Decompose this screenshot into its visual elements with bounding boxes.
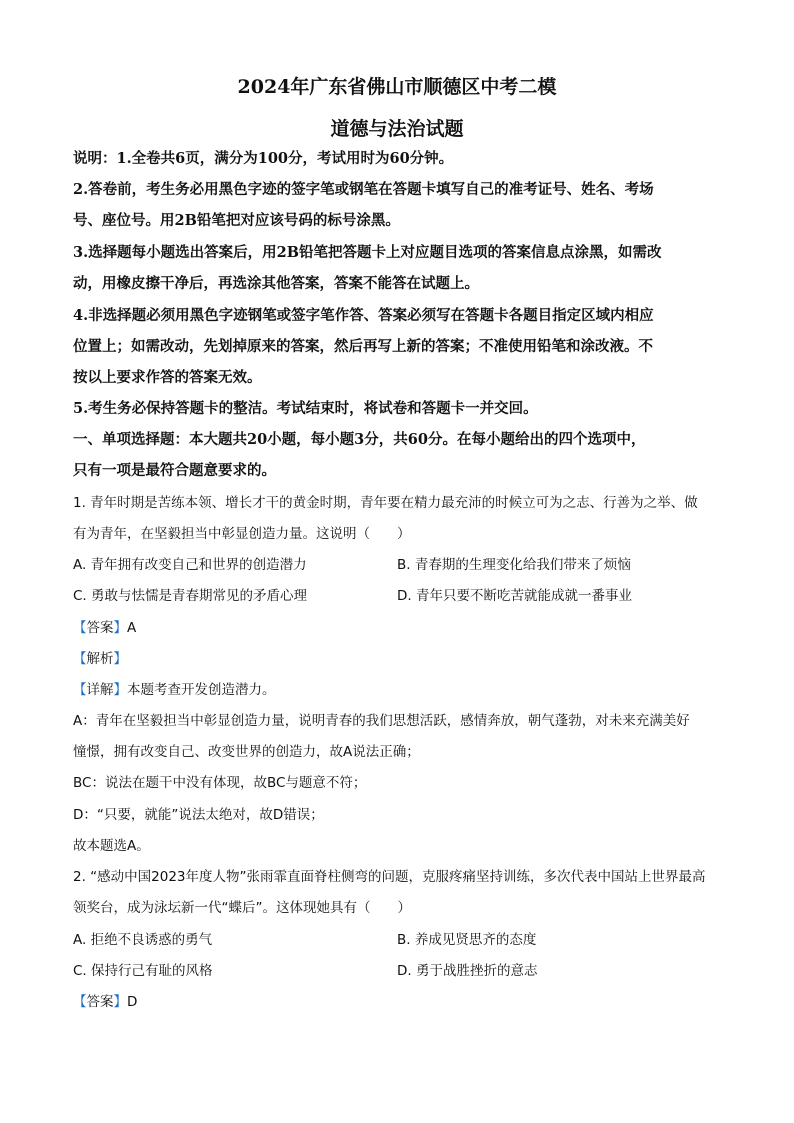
page-title: 2024年广东省佛山市顺德区中考二模 xyxy=(237,76,557,98)
instruction-line: 4.非选择题必须用黑色字迹钢笔或签字笔作答、答案必须写在答题卡各题目指定区域内相应 xyxy=(73,307,654,324)
q2-option-c: C. 保持行己有耻的风格 xyxy=(73,963,213,979)
instruction-line: 号、座位号。用2B铅笔把对应该号码的标号涂黑。 xyxy=(73,212,400,229)
instruction-line: 5.考生务必保持答题卡的整洁。考试结束时，将试卷和答题卡一并交回。 xyxy=(73,400,538,417)
section-heading: 只有一项是最符合题意要求的。 xyxy=(73,462,276,479)
q2-option-b: B. 养成见贤思齐的态度 xyxy=(397,932,537,948)
q1-explanation: A：青年在坚毅担当中彰显创造力量，说明青春的我们思想活跃，感情奔放，朝气蓬勃，对未来充满美好 xyxy=(73,713,690,729)
q1-explanation: 憧憬，拥有改变自己、改变世界的创造力，故A说法正确； xyxy=(73,744,420,760)
q1-explanation: 故本题选A。 xyxy=(73,838,150,854)
q2-option-d: D. 勇于战胜挫折的意志 xyxy=(397,963,538,979)
instruction-line: 3.选择题每小题选出答案后，用2B铅笔把答题卡上对应题目选项的答案信息点涂黑，如需改 xyxy=(73,244,662,261)
page-subtitle: 道德与法治试题 xyxy=(330,118,464,140)
instruction-line: 说明：1.全卷共6页，满分为100分，考试用时为60分钟。 xyxy=(73,150,454,167)
instruction-line: 按以上要求作答的答案无效。 xyxy=(73,369,262,386)
question-1-stem: 有为青年，在坚毅担当中彰显创造力量。这说明（ ） xyxy=(73,526,411,542)
q2-answer: 【答案】D xyxy=(73,994,138,1010)
q1-explanation: BC：说法在题干中没有体现，故BC与题意不符； xyxy=(73,775,367,791)
q1-answer: 【答案】A xyxy=(73,620,137,636)
answer-value: D xyxy=(127,994,138,1010)
instruction-line: 2.答卷前，考生务必用黑色字迹的签字笔或钢笔在答题卡填写自己的准考证号、姓名、考场 xyxy=(73,181,654,198)
question-1-stem: 1. 青年时期是苦练本领、增长才干的黄金时期，青年要在精力最充沛的时候立可为之志、行善为之举、做 xyxy=(73,495,698,511)
q1-option-a: A. 青年拥有改变自己和世界的创造潜力 xyxy=(73,557,307,573)
q1-explanation: D：“只要，就能”说法太绝对，故D错误； xyxy=(73,807,324,823)
instruction-line: 动，用橡皮擦干净后，再选涂其他答案，答案不能答在试题上。 xyxy=(73,275,479,292)
q1-detail: 【详解】本题考查开发创造潜力。 xyxy=(73,682,276,698)
answer-tag: 答案 xyxy=(86,620,114,636)
section-heading: 一、单项选择题：本大题共20小题，每小题3分，共60分。在每小题给出的四个选项中， xyxy=(73,431,646,448)
answer-tag: 答案 xyxy=(86,994,114,1010)
q1-option-b: B. 青春期的生理变化给我们带来了烦恼 xyxy=(397,557,631,573)
q1-option-c: C. 勇敢与怯懦是青春期常见的矛盾心理 xyxy=(73,588,308,604)
instruction-line: 位置上；如需改动，先划掉原来的答案，然后再写上新的答案；不准使用铅笔和涂改液。不 xyxy=(73,338,653,355)
question-2-stem: 2. “感动中国2023年度人物”张雨霏直面脊柱侧弯的问题，克服疼痛坚持训练，多次代表中国站上世界最高 xyxy=(73,869,706,885)
answer-value: A xyxy=(127,620,137,636)
q1-option-d: D. 青年只要不断吃苦就能成就一番事业 xyxy=(397,588,632,604)
q1-analysis-tag: 【解析】 xyxy=(73,651,127,667)
q2-option-a: A. 拒绝不良诱惑的勇气 xyxy=(73,932,213,948)
question-2-stem: 领奖台，成为泳坛新一代“蝶后”。这体现她具有（ ） xyxy=(73,900,411,916)
